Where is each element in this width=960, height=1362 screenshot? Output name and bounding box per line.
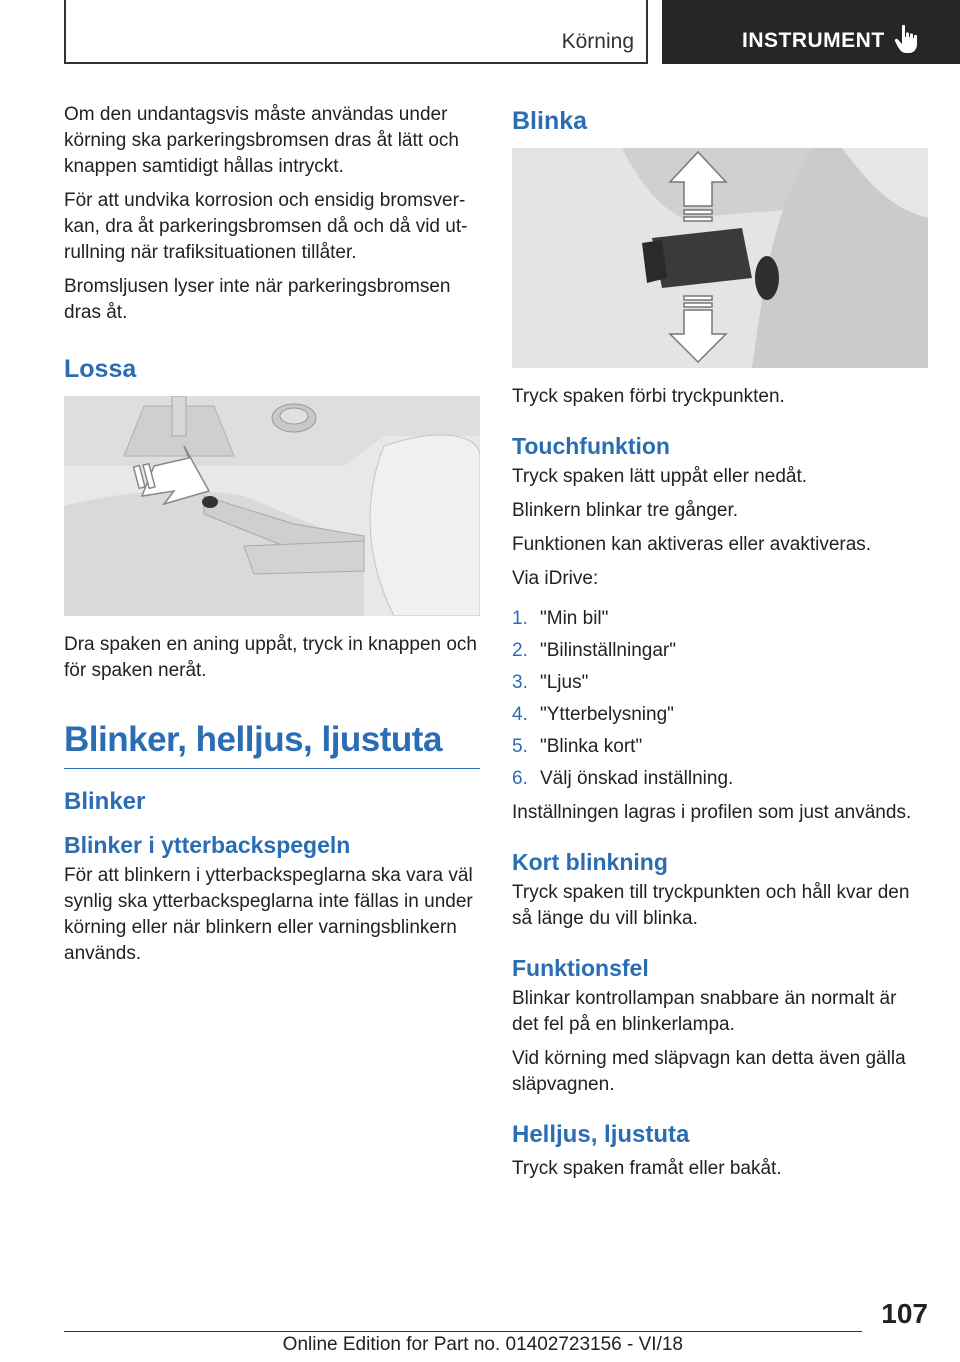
- paragraph: Tryck spaken till tryckpunkten och håll kvar den så länge du vill blinka.: [512, 882, 910, 929]
- paragraph: För att blinkern i ytterbackspeglarna ska vara väl synlig ska ytterbackspeglarna inte fällas in under körning eller när blinkern eller varningsblinkern används.: [64, 865, 473, 964]
- section-tab[interactable]: [64, 0, 648, 64]
- edition-info: Online Edition for Part no. 01402723156 - VI/18: [282, 1334, 683, 1355]
- heading-touch-function: Touchfunktion: [512, 433, 670, 459]
- list-item: 1. "Min bil": [512, 608, 609, 629]
- page-header: [0, 0, 960, 66]
- paragraph: Tryck spaken lätt uppåt eller nedåt.: [512, 466, 808, 487]
- paragraph: Blinkar kontrollampan snabbare än normalt är det fel på en blinkerlampa.: [512, 988, 897, 1035]
- heading-lossa: Lossa: [64, 355, 137, 383]
- paragraph: Inställningen lagras i profilen som just används.: [512, 802, 912, 823]
- paragraph: För att undvika korrosion och ensidig bromsverkan, dra åt parkeringsbromsen då och då vid utrullning när trafiksituationen tillåter.: [64, 190, 468, 263]
- left-column: [64, 102, 480, 975]
- heading-malfunction: Funktionsfel: [512, 955, 649, 981]
- heading-blinka: Blinka: [512, 107, 588, 135]
- paragraph: Tryck spaken framåt eller bakåt.: [512, 1158, 782, 1179]
- list-item: 4. "Ytterbelysning": [512, 704, 674, 725]
- heading-high-beam: Helljus, ljustuta: [512, 1121, 690, 1148]
- paragraph: Vid körning med släpvagn kan detta även gälla släpvagnen.: [512, 1048, 906, 1095]
- page-number: 107: [881, 1298, 928, 1329]
- footer-divider: [64, 1331, 862, 1332]
- paragraph: Blinkern blinkar tre gånger.: [512, 500, 739, 521]
- right-column: [512, 102, 928, 1190]
- paragraph: Via iDrive:: [512, 568, 599, 589]
- list-item: 5. "Blinka kort": [512, 736, 643, 757]
- parking-brake-illustration: [64, 396, 480, 616]
- figure-caption: Dra spaken en aning uppåt, tryck in knappen och för spaken neråt.: [64, 634, 477, 681]
- section-tab-label: Körning: [561, 30, 634, 53]
- idrive-steps-list: [512, 606, 928, 792]
- heading-short-blink: Kort blinkning: [512, 849, 668, 875]
- section-title: Blinker, helljus, ljustuta: [64, 718, 480, 769]
- list-item: 6. Välj önskad inställning.: [512, 768, 734, 789]
- heading-blinker: Blinker: [64, 788, 146, 815]
- paragraph: Om den undantagsvis måste användas under körning ska parkeringsbromsen dras åt lätt och knappen samtidigt hållas intryckt.: [64, 104, 459, 177]
- figure-caption: Tryck spaken förbi tryckpunkten.: [512, 386, 785, 407]
- hand-pointer-icon: [894, 24, 920, 54]
- heading-mirror-indicator: Blinker i ytterbackspegeln: [64, 832, 351, 858]
- paragraph: Funktionen kan aktiveras eller avaktiveras.: [512, 534, 872, 555]
- chapter-tab[interactable]: [662, 0, 960, 64]
- list-item: 3. "Ljus": [512, 672, 589, 693]
- paragraph: Bromsljusen lyser inte när parkeringsbromsen dras åt.: [64, 276, 451, 323]
- chapter-tab-label: INSTRUMENT: [742, 29, 885, 52]
- turn-signal-lever-illustration: [512, 148, 928, 368]
- list-item: 2. "Bilinställningar": [512, 640, 676, 661]
